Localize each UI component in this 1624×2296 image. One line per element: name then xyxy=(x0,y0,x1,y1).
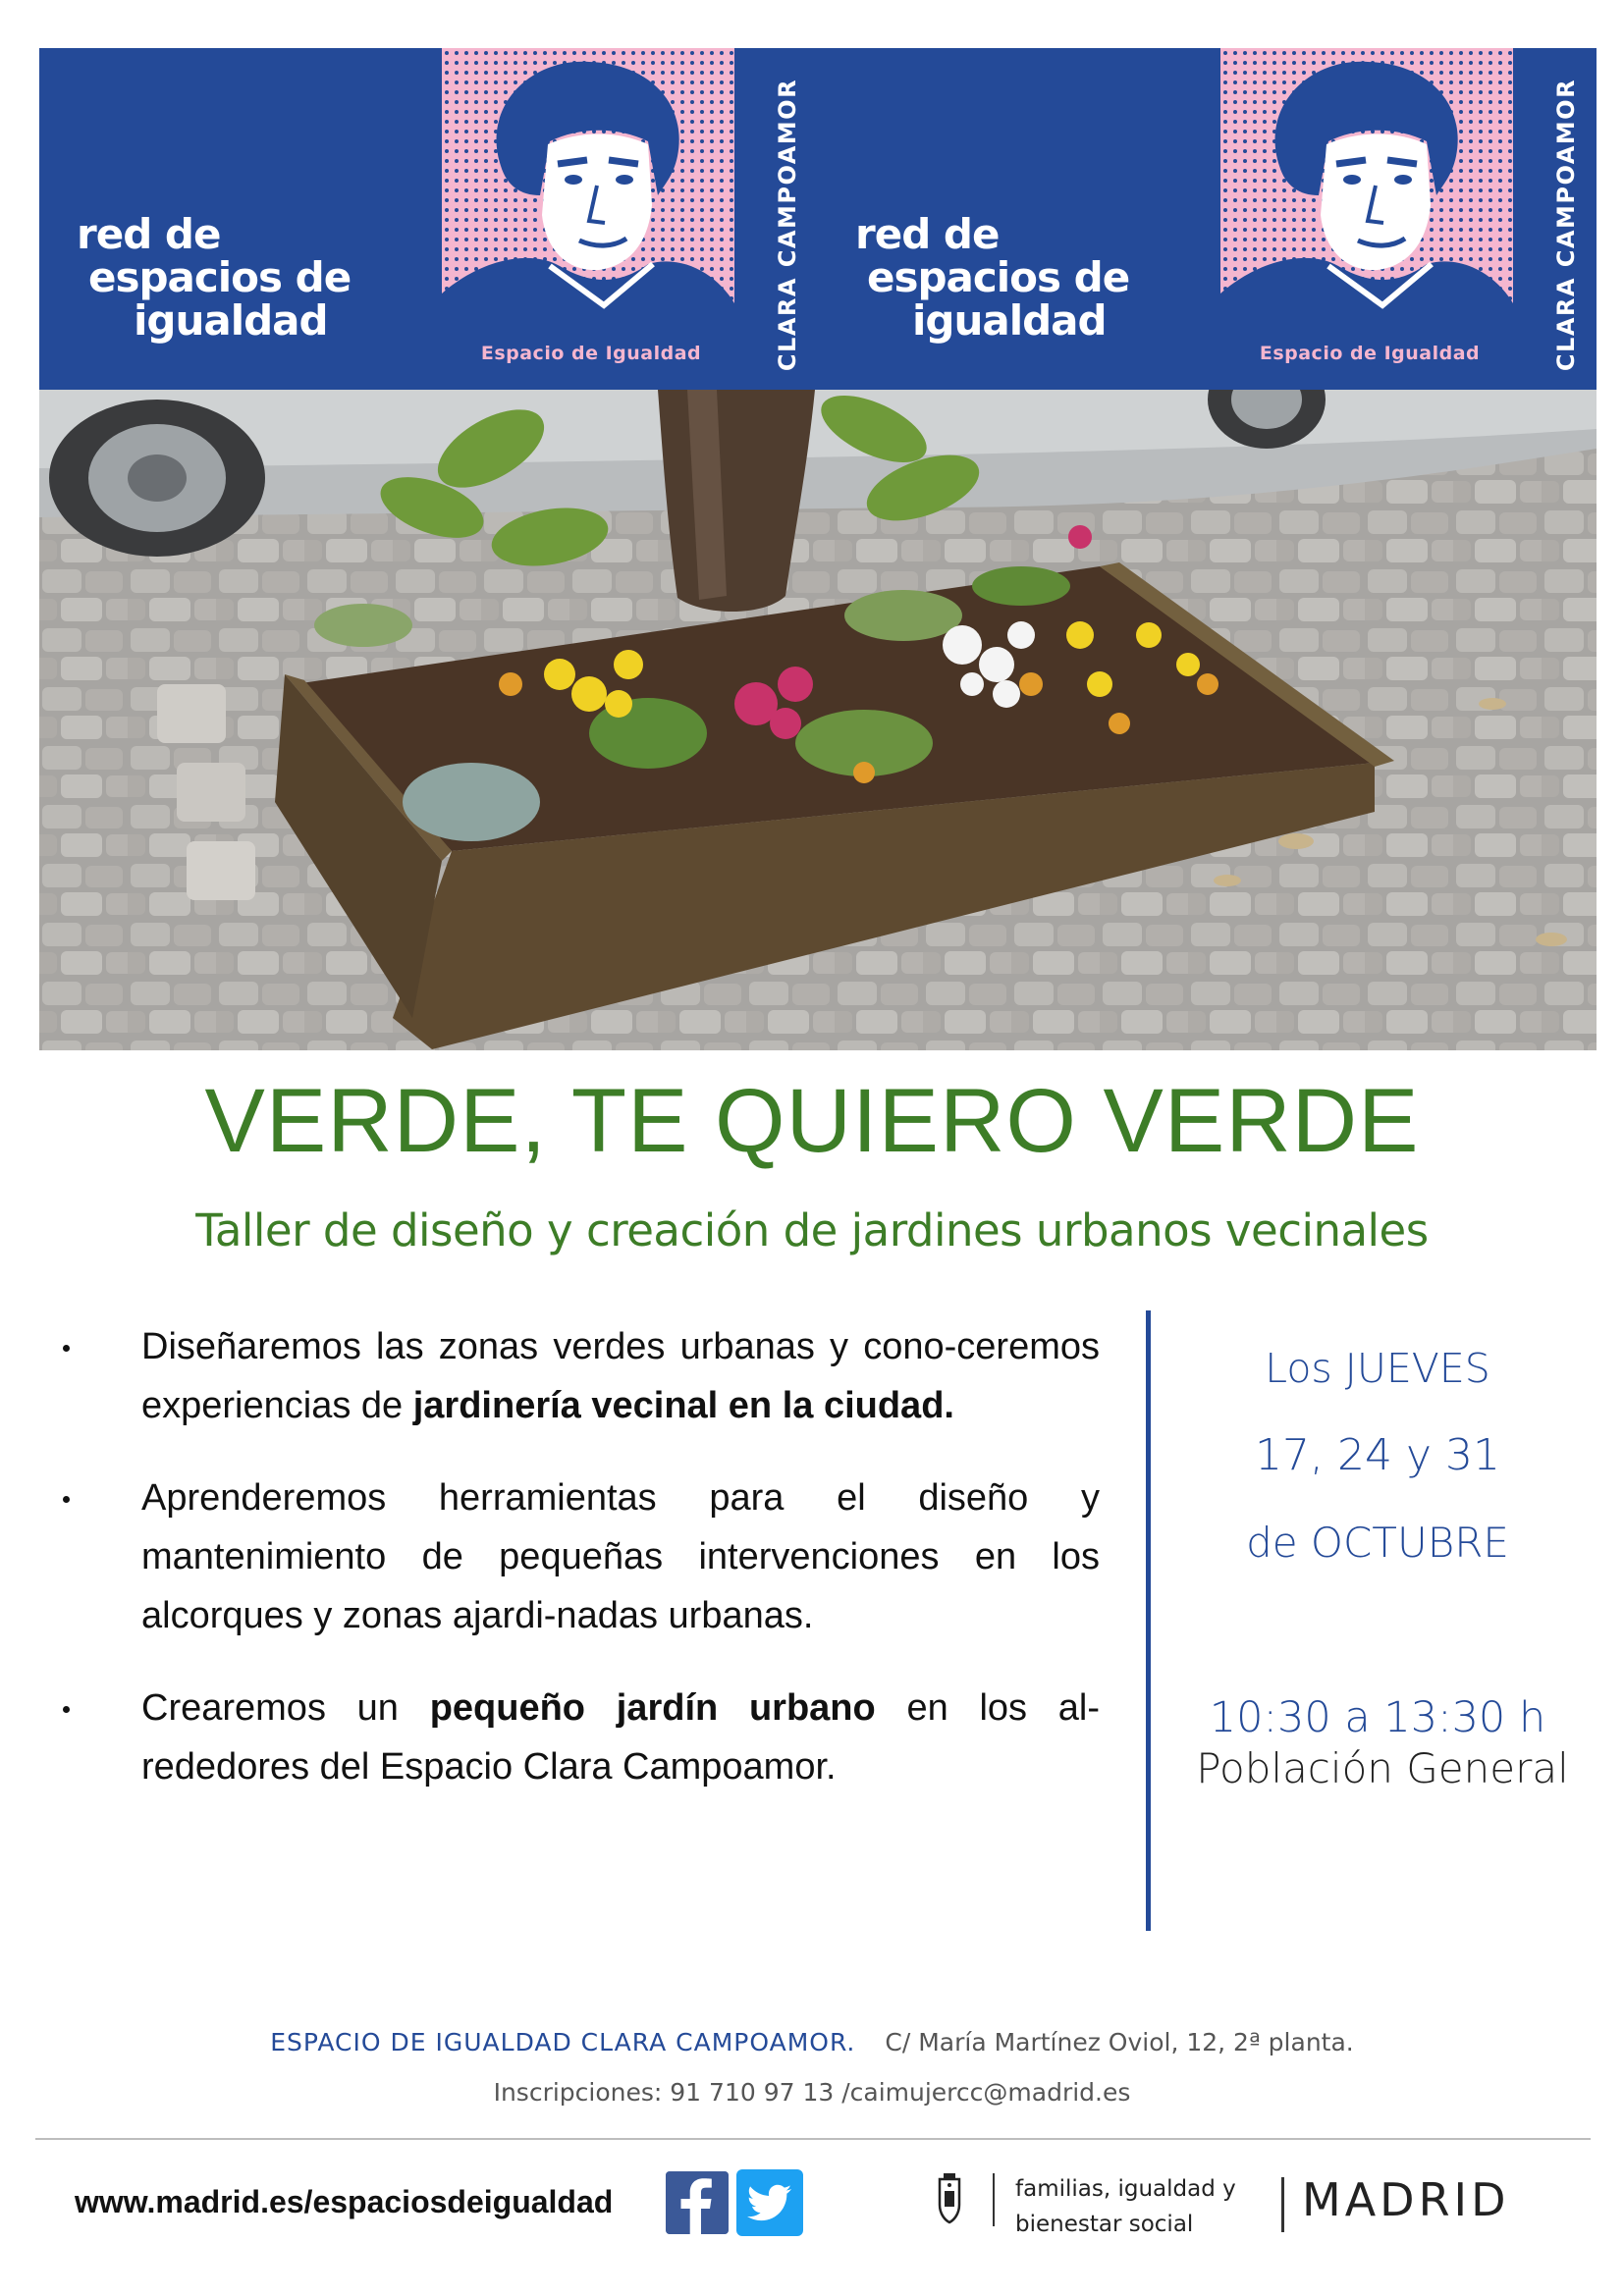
footer-separator xyxy=(1281,2177,1284,2232)
madrid-crest-icon xyxy=(936,2173,963,2224)
schedule-audience: Población General xyxy=(1196,1744,1569,1792)
department-label xyxy=(1015,2171,1236,2242)
logo-line: igualdad xyxy=(134,296,328,345)
logo-line: espacios de xyxy=(88,253,352,301)
list-item: Aprenderemos herramientas para el diseño y mantenimiento de pequeñas intervenciones en los alcorques y zonas ajardi-nadas urbanas. xyxy=(59,1468,1100,1645)
website-link[interactable]: www.madrid.es/espaciosdeigualdad xyxy=(75,2184,614,2219)
logo-line: igualdad xyxy=(912,296,1107,345)
department-line: bienestar social xyxy=(1015,2212,1194,2237)
bullet-icon xyxy=(63,1345,70,1352)
inscriptions-line: Inscripciones: 91 710 97 13 /caimujercc@madrid.es xyxy=(493,2078,1131,2107)
bullet-icon xyxy=(63,1496,70,1503)
department-line: familias, igualdad y xyxy=(1015,2176,1236,2202)
portrait-caption: Espacio de Igualdad xyxy=(1259,343,1481,364)
schedule-time: 10:30 a 13:30 h xyxy=(1209,1693,1546,1742)
schedule-dates: 17, 24 y 31 xyxy=(1255,1430,1500,1480)
red-espacios-logo xyxy=(855,210,1130,345)
garden-photo xyxy=(39,390,1597,1050)
clara-campoamor-portrait xyxy=(442,48,734,333)
vertical-name: CLARA CAMPOAMOR xyxy=(774,78,801,372)
schedule-day: Los JUEVES xyxy=(1265,1345,1490,1392)
clara-campoamor-portrait xyxy=(1220,48,1513,333)
banner-block xyxy=(39,48,818,390)
portrait-caption: Espacio de Igualdad xyxy=(480,343,702,364)
page-title: VERDE, TE QUIERO VERDE xyxy=(204,1071,1420,1171)
page-subtitle: Taller de diseño y creación de jardines urbanos vecinales xyxy=(195,1204,1429,1256)
description-list xyxy=(59,1317,1100,1830)
schedule-month: de OCTUBRE xyxy=(1246,1519,1509,1567)
header-banner xyxy=(39,48,1597,390)
twitter-icon[interactable] xyxy=(736,2169,803,2236)
logo-line: espacios de xyxy=(867,253,1130,301)
vertical-name: CLARA CAMPOAMOR xyxy=(1552,78,1580,372)
list-item: Crearemos un pequeño jardín urbano en los al-rededores del Espacio Clara Campoamor. xyxy=(59,1679,1100,1796)
address-org: ESPACIO DE IGUALDAD CLARA CAMPOAMOR. xyxy=(270,2028,856,2056)
facebook-icon[interactable] xyxy=(666,2171,729,2234)
footer-separator xyxy=(993,2173,995,2226)
logo-line: red de xyxy=(855,210,1000,258)
address-line xyxy=(0,2028,1624,2056)
address-street: C/ María Martínez Oviol, 12, 2ª planta. xyxy=(885,2028,1354,2056)
bullet-icon xyxy=(63,1706,70,1713)
madrid-wordmark: MADRID xyxy=(1302,2173,1510,2226)
logo-line: red de xyxy=(77,210,221,258)
vertical-divider xyxy=(1146,1310,1151,1931)
list-item: Diseñaremos las zonas verdes urbanas y cono-ceremos experiencias de jardinería vecinal en la ciudad. xyxy=(59,1317,1100,1435)
footer-divider xyxy=(35,2138,1591,2140)
banner-block xyxy=(818,48,1597,390)
red-espacios-logo xyxy=(77,210,352,345)
